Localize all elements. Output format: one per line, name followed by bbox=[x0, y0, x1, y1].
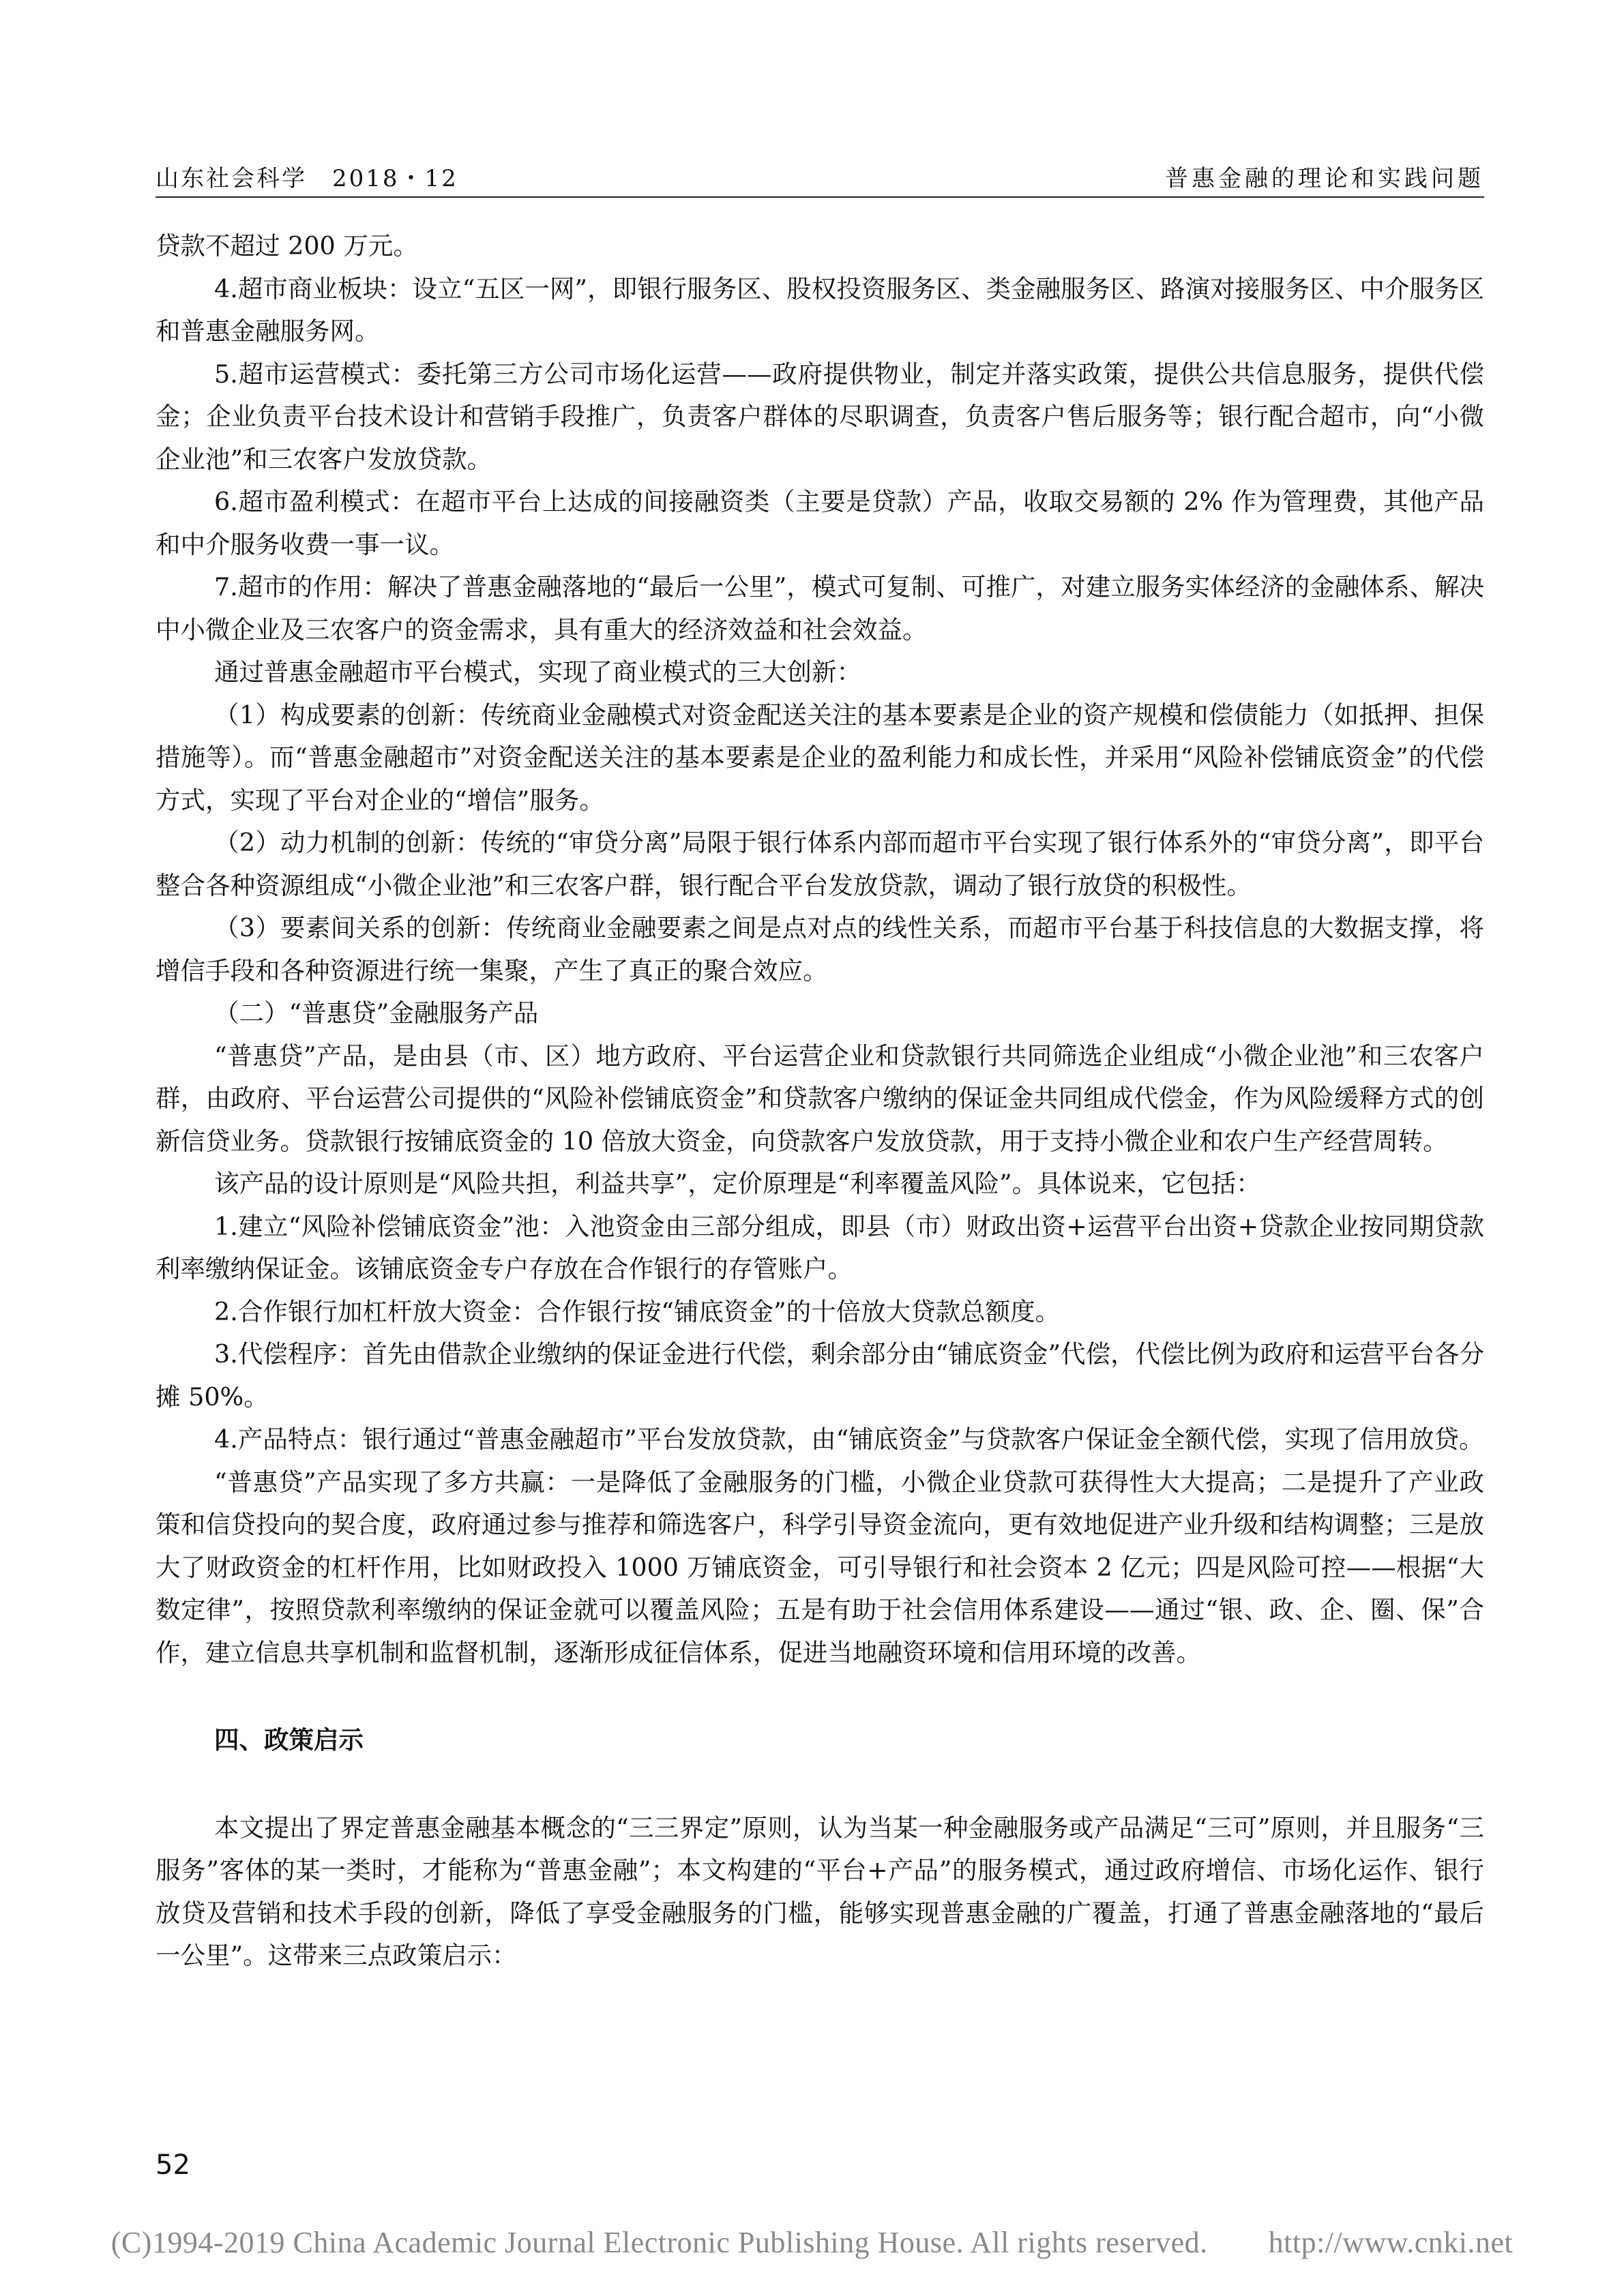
paragraph: （1）构成要素的创新：传统商业金融模式对资金配送关注的基本要素是企业的资产规模和偿债能力（如抵押、担保措施等）。而“普惠金融超市”对资金配送关注的基本要素是企业的盈利能力和成长性，并采用“风险补偿铺底资金”的代偿方式，实现了平台对企业的“增信”服务。 bbox=[156, 700, 1484, 815]
section-heading: 四、政策启示 bbox=[214, 1725, 364, 1755]
copyright-footer: (C)1994-2019 China Academic Journal Electronic Publishing House. All rights reserved. http://www.cnki.net bbox=[110, 2226, 1514, 2259]
paragraph: 5.超市运营模式：委托第三方公司市场化运营——政府提供物业，制定并落实政策，提供公共信息服务，提供代偿金；企业负责平台技术设计和营销手段推广，负责客户群体的尽职调查，负责客户售后服务等；银行配合超市，向“小微企业池”和三农客户发放贷款。 bbox=[156, 359, 1484, 474]
article-body bbox=[156, 225, 1484, 1978]
paragraph: “普惠贷”产品实现了多方共赢：一是降低了金融服务的门槛，小微企业贷款可获得性大大提高；二是提升了产业政策和信贷投向的契合度，政府通过参与推荐和筛选客户，科学引导资金流向，更有效地促进产业升级和结构调整；三是放大了财政资金的杠杆作用，比如财政投入 1000 万铺底资金，可引导银行和社会资本 2 亿元；四是风险可控——根据“大数定律”，按照贷款利率缴纳的保证金就可以覆盖风险；五是有助于社会信用体系建设——通过“银、政、企、圈、保”合作，建立信息共享机制和监督机制，逐渐形成征信体系，促进当地融资环境和信用环境的改善。 bbox=[156, 1467, 1484, 1667]
article-title-header: 普惠金融的理论和实践问题 bbox=[1165, 165, 1484, 192]
journal-issue: 山东社会科学 2018・12 bbox=[156, 165, 458, 192]
subsection-heading: （二）“普惠贷”金融服务产品 bbox=[214, 998, 539, 1028]
header-rule bbox=[156, 196, 1484, 198]
paragraph: 4.超市商业板块：设立“五区一网”，即银行服务区、股权投资服务区、类金融服务区、路演对接服务区、中介服务区和普惠金融服务网。 bbox=[156, 273, 1484, 346]
paragraph: 6.超市盈利模式：在超市平台上达成的间接融资类（主要是贷款）产品，收取交易额的 2% 作为管理费，其他产品和中介服务收费一事一议。 bbox=[156, 487, 1484, 559]
paragraph: 通过普惠金融超市平台模式，实现了商业模式的三大创新： bbox=[214, 657, 861, 687]
paragraph: 3.代偿程序：首先由借款企业缴纳的保证金进行代偿，剩余部分由“铺底资金”代偿，代偿比例为政府和运营平台各分摊 50%。 bbox=[156, 1339, 1484, 1412]
page-number: 52 bbox=[156, 2149, 190, 2181]
paragraph: （3）要素间关系的创新：传统商业金融要素之间是点对点的线性关系，而超市平台基于科技信息的大数据支撑，将增信手段和各种资源进行统一集聚，产生了真正的聚合效应。 bbox=[156, 913, 1484, 985]
paragraph: 4.产品特点：银行通过“普惠金融超市”平台发放贷款，由“铺底资金”与贷款客户保证金全额代偿，实现了信用放贷。 bbox=[214, 1425, 1484, 1454]
paragraph: 7.超市的作用：解决了普惠金融落地的“最后一公里”，模式可复制、可推广，对建立服务实体经济的金融体系、解决中小微企业及三农客户的资金需求，具有重大的经济效益和社会效益。 bbox=[156, 572, 1484, 644]
paragraph: （2）动力机制的创新：传统的“审贷分离”局限于银行体系内部而超市平台实现了银行体系外的“审贷分离”，即平台整合各种资源组成“小微企业池”和三农客户群，银行配合平台发放贷款，调动了银行放贷的积极性。 bbox=[156, 828, 1484, 900]
paragraph: “普惠贷”产品，是由县（市、区）地方政府、平台运营企业和贷款银行共同筛选企业组成“小微企业池”和三农客户群，由政府、平台运营公司提供的“风险补偿铺底资金”和贷款客户缴纳的保证金共同组成代偿金，作为风险缓释方式的创新信贷业务。贷款银行按铺底资金的 10 倍放大资金，向贷款客户发放贷款，用于支持小微企业和农户生产经营周转。 bbox=[156, 1041, 1484, 1156]
running-header bbox=[156, 154, 1484, 195]
paragraph: 该产品的设计原则是“风险共担，利益共享”，定价原理是“利率覆盖风险”。具体说来，它包括： bbox=[214, 1169, 1261, 1198]
paragraph: 2.合作银行加杠杆放大资金：合作银行按“铺底资金”的十倍放大贷款总额度。 bbox=[214, 1296, 1061, 1326]
paragraph: 本文提出了界定普惠金融基本概念的“三三界定”原则，认为当某一种金融服务或产品满足“三可”原则，并且服务“三服务”客体的某一类时，才能称为“普惠金融”；本文构建的“平台+产品”的服务模式，通过政府增信、市场化运作、银行放贷及营销和技术手段的创新，降低了享受金融服务的门槛，能够实现普惠金融的广覆盖，打通了普惠金融落地的“最后一公里”。这带来三点政策启示： bbox=[156, 1813, 1484, 1970]
paragraph: 贷款不超过 200 万元。 bbox=[156, 231, 418, 260]
paragraph: 1.建立“风险补偿铺底资金”池：入池资金由三部分组成，即县（市）财政出资+运营平台出资+贷款企业按同期贷款利率缴纳保证金。该铺底资金专户存放在合作银行的存管账户。 bbox=[156, 1211, 1484, 1283]
